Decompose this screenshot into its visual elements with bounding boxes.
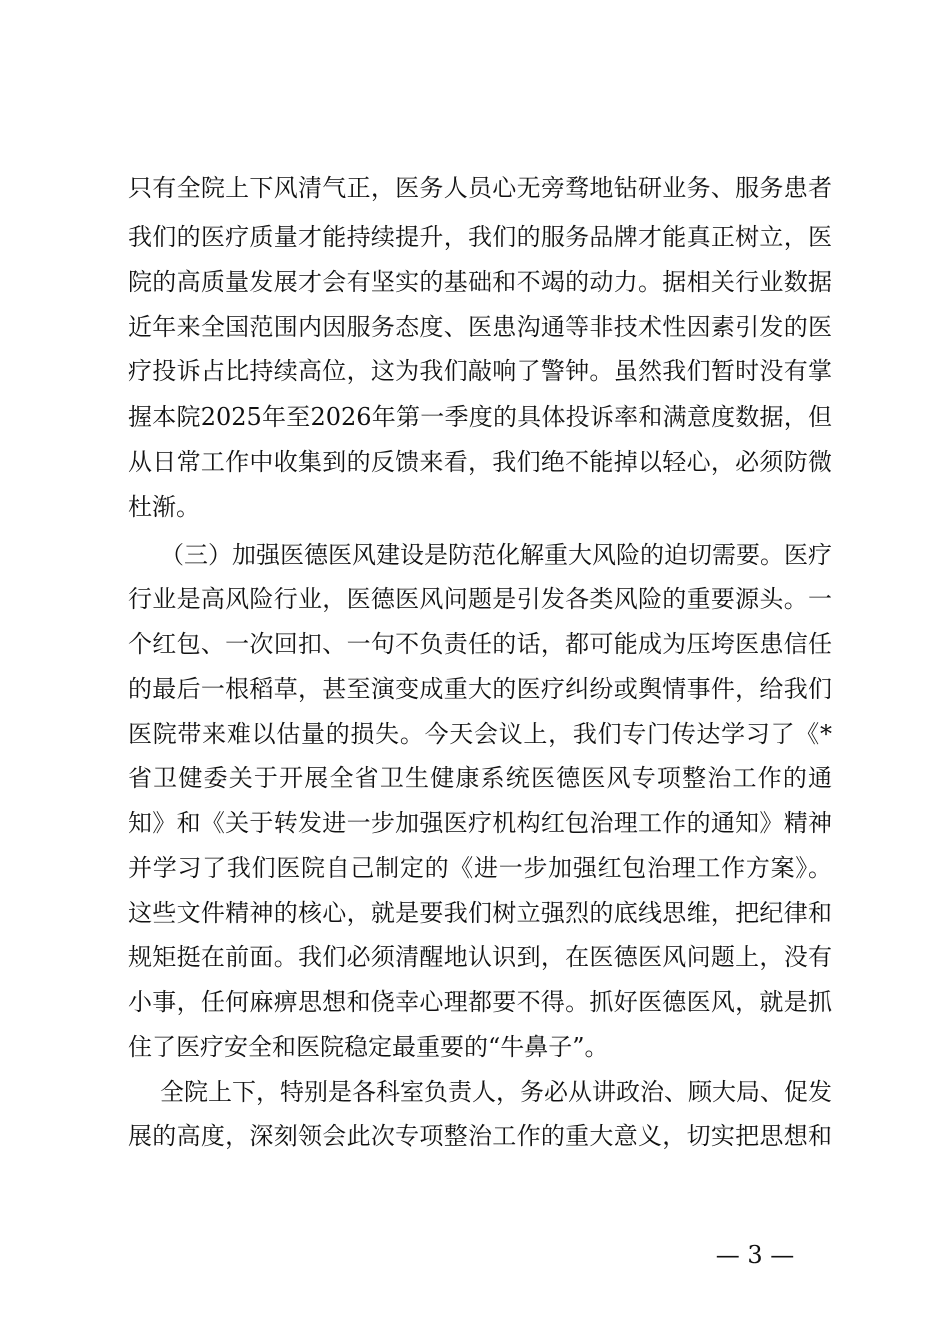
text-line: 行业是高风险行业，医德医风问题是引发各类风险的重要源头。一: [128, 585, 832, 613]
text-line: 从日常工作中收集到的反馈来看，我们绝不能掉以轻心，必须防微: [128, 448, 832, 476]
text-line: 这些文件精神的核心，就是要我们树立强烈的底线思维，把纪律和: [128, 899, 832, 927]
text-line: 小事，任何麻痹思想和侥幸心理都要不得。抓好医德医风，就是抓: [128, 988, 832, 1016]
text-line: 规矩挺在前面。我们必须清醒地认识到，在医德医风问题上，没有: [128, 943, 832, 971]
text-line: 省卫健委关于开展全省卫生健康系统医德医风专项整治工作的通: [128, 764, 832, 792]
text-line: 握本院2025年至2026年第一季度的具体投诉率和满意度数据，但: [128, 403, 832, 431]
text-line: 我们的医疗质量才能持续提升，我们的服务品牌才能真正树立，医: [128, 223, 832, 251]
text-line: 知》和《关于转发进一步加强医疗机构红包治理工作的通知》精神: [128, 809, 832, 837]
section-heading-line: （三）加强医德医风建设是防范化解重大风险的迫切需要。医疗: [160, 541, 832, 569]
text-line: 住了医疗安全和医院稳定最重要的“牛鼻子”。: [128, 1033, 609, 1061]
text-line: 只有全院上下风清气正，医务人员心无旁骛地钻研业务、服务患者: [128, 174, 832, 202]
text-line: 全院上下，特别是各科室负责人，务必从讲政治、顾大局、促发: [160, 1078, 832, 1106]
text-line: 疗投诉占比持续高位，这为我们敲响了警钟。虽然我们暂时没有掌: [128, 357, 832, 385]
text-line: 近年来全国范围内因服务态度、医患沟通等非技术性因素引发的医: [128, 313, 832, 341]
text-line: 院的高质量发展才会有坚实的基础和不竭的动力。据相关行业数据: [128, 268, 832, 296]
text-line: 医院带来难以估量的损失。今天会议上，我们专门传达学习了《*: [128, 720, 832, 748]
text-line: 并学习了我们医院自己制定的《进一步加强红包治理工作方案》。: [128, 854, 832, 882]
page-number: — 3 —: [715, 1241, 795, 1269]
text-line: 的最后一根稻草，甚至演变成重大的医疗纠纷或舆情事件，给我们: [128, 675, 832, 703]
text-line: 展的高度，深刻领会此次专项整治工作的重大意义，切实把思想和: [128, 1122, 832, 1150]
text-line: 个红包、一次回扣、一句不负责任的话，都可能成为压垮医患信任: [128, 630, 832, 658]
text-line: 杜渐。: [128, 493, 200, 521]
